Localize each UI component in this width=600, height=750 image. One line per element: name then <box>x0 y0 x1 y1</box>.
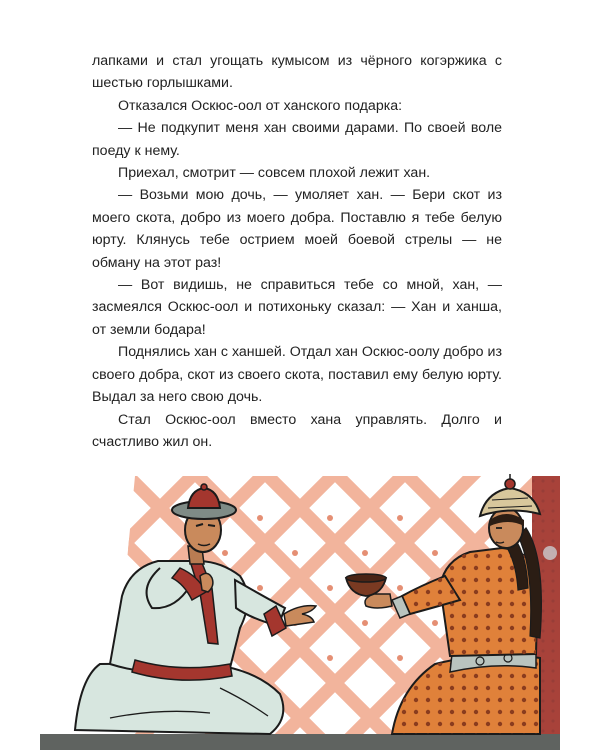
paragraph: Поднялись хан с ханшей. Отдал хан Оскюс-оолу добро из своего добра, скот из своего скота, поставил ему белую юрту. Выдал за него свою дочь. <box>92 344 502 406</box>
paragraph: Стал Оскюс-оол вместо хана управлять. Долго и счастливо жил он. <box>92 411 502 450</box>
paragraph: лапками и стал угощать кумысом из чёрного когэржика с шестью горлышками. <box>92 53 502 92</box>
floor <box>40 734 560 750</box>
paragraph: — Не подкупит меня хан своими дарами. По своей воле поеду к нему. <box>92 120 502 159</box>
paragraph: — Вот видишь, не справиться тебе со мной, хан, — засмеялся Оскюс-оол и потихоньку сказал: — Хан и ханша, от земли бодара! <box>92 277 502 338</box>
paragraph: Приехал, смотрит — совсем плохой лежит хан. <box>118 165 431 182</box>
illustration <box>40 468 560 750</box>
paragraph: — Возьми мою дочь, — умоляет хан. — Бери скот из моего скота, добро из моего добра. Поставлю я тебе белую юрту. Клянусь тебе острием моей боевой стрелы — не обману на этот раз! <box>92 187 502 271</box>
paragraph: Отказался Оскюс-оол от ханского подарка: <box>118 97 403 114</box>
story-text <box>92 50 502 453</box>
